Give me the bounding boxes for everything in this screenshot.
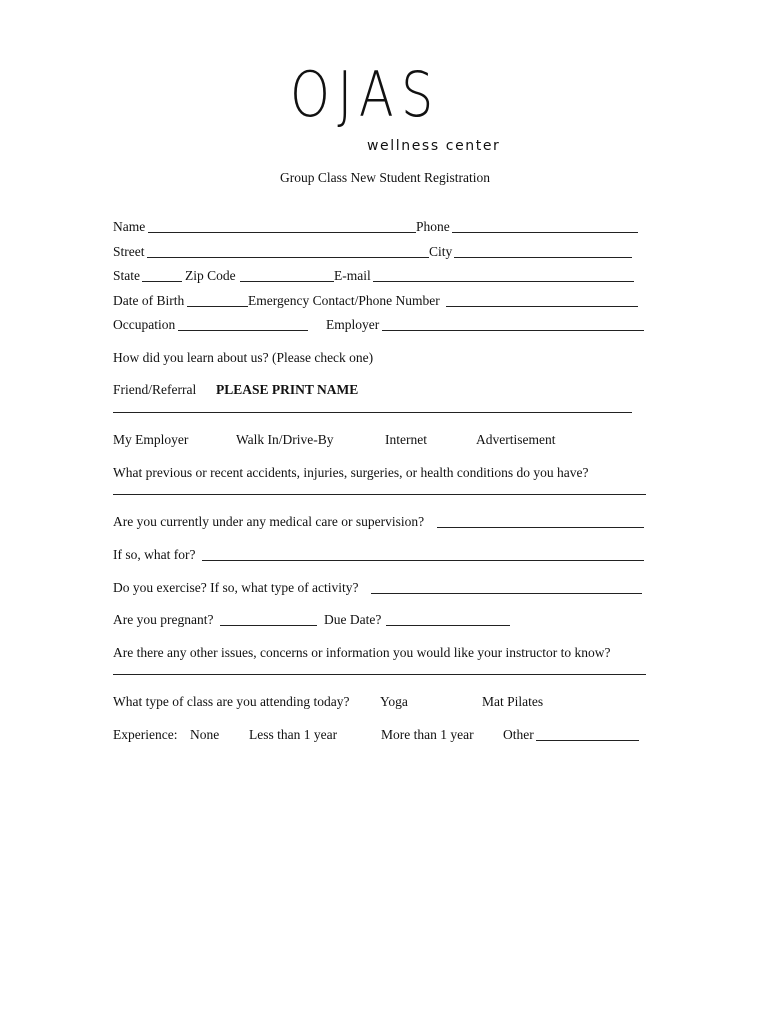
pregnant-field[interactable] [220,625,317,626]
street-label: Street [113,244,145,259]
referral-option-employer[interactable]: My Employer [113,432,189,447]
referral-option-advertisement[interactable]: Advertisement [476,432,556,447]
other-issues-question: Are there any other issues, concerns or information you would like your instructor to know? [113,645,611,660]
state-label: State [113,268,140,283]
name-label: Name [113,219,146,234]
zip-label: Zip Code [185,268,236,283]
referral-question: How did you learn about us? (Please check one) [113,350,374,365]
city-field[interactable] [454,257,632,258]
print-name-label: PLEASE PRINT NAME [216,382,359,397]
injuries-question: What previous or recent accidents, injuries, surgeries, or health conditions do you have? [113,465,589,480]
referral-option-friend[interactable]: Friend/Referral [113,382,197,397]
logo-wordmark: OJAS [290,58,441,131]
experience-option-more-than-1[interactable]: More than 1 year [381,727,474,742]
referral-option-walkin[interactable]: Walk In/Drive-By [236,432,334,447]
pregnant-question: Are you pregnant? [113,612,214,627]
employer-field[interactable] [382,330,644,331]
emergency-field[interactable] [446,306,638,307]
other-issues-field[interactable] [113,674,646,675]
emergency-label: Emergency Contact/Phone Number [248,293,440,308]
if-so-field[interactable] [202,560,644,561]
experience-option-less-than-1[interactable]: Less than 1 year [249,727,338,742]
class-option-mat-pilates[interactable]: Mat Pilates [482,694,544,709]
state-field[interactable] [142,281,182,282]
medical-care-question: Are you currently under any medical care or supervision? [113,514,425,529]
injuries-field[interactable] [113,494,646,495]
phone-label: Phone [416,219,450,234]
page-title: Group Class New Student Registration [280,170,490,185]
email-label: E-mail [334,268,371,283]
exercise-field[interactable] [371,593,642,594]
due-date-field[interactable] [386,625,510,626]
city-label: City [429,244,453,259]
zip-field[interactable] [240,281,334,282]
street-field[interactable] [147,257,429,258]
logo-tagline: wellness center [367,138,501,154]
if-so-question: If so, what for? [113,547,196,562]
dob-field[interactable] [187,306,248,307]
email-field[interactable] [373,281,634,282]
friend-name-field[interactable] [113,412,632,413]
occupation-field[interactable] [178,330,308,331]
medical-care-field[interactable] [437,527,644,528]
dob-label: Date of Birth [113,293,185,308]
class-option-yoga[interactable]: Yoga [380,694,408,709]
referral-option-internet[interactable]: Internet [385,432,427,447]
due-date-label: Due Date? [324,612,382,627]
occupation-label: Occupation [113,317,176,332]
experience-other-field[interactable] [536,740,639,741]
class-type-question: What type of class are you attending today? [113,694,350,709]
exercise-question: Do you exercise? If so, what type of activity? [113,580,359,595]
name-field[interactable] [148,232,416,233]
experience-label: Experience: [113,727,178,742]
phone-field[interactable] [452,232,638,233]
employer-label: Employer [326,317,380,332]
experience-option-none[interactable]: None [190,727,220,742]
experience-option-other[interactable]: Other [503,727,534,742]
